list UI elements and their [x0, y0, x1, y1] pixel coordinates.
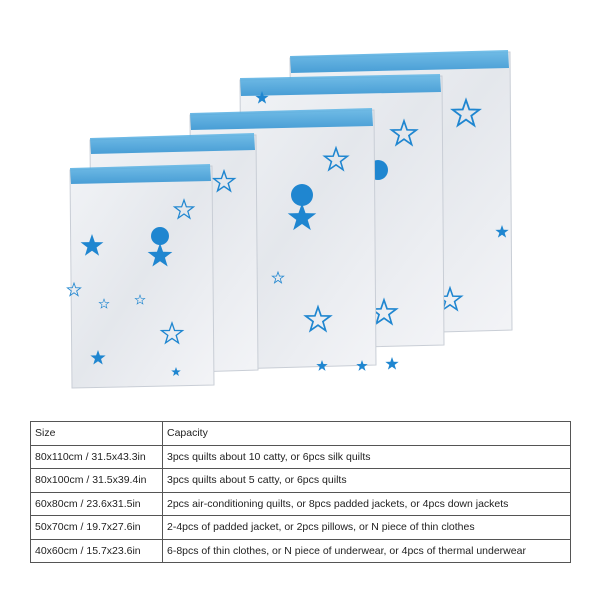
- size-capacity-table: [30, 421, 571, 563]
- table-body: [31, 422, 571, 563]
- capacity-cell: 2pcs air-conditioning quilts, or 8pcs padded jackets, or 4pcs down jackets: [163, 492, 571, 516]
- table-row: [31, 516, 571, 540]
- table-row: [31, 445, 571, 469]
- capacity-cell: 2-4pcs of padded jacket, or 2pcs pillows, or N piece of thin clothes: [163, 516, 571, 540]
- capacity-cell: 6-8pcs of thin clothes, or N piece of underwear, or 4pcs of thermal underwear: [163, 539, 571, 563]
- size-cell: 50x70cm / 19.7x27.6in: [31, 516, 163, 540]
- vacuum-bag-40x60: [67, 164, 214, 388]
- capacity-header: Capacity: [163, 422, 571, 446]
- table-row: [31, 539, 571, 563]
- table-row: [31, 469, 571, 493]
- capacity-cell: 3pcs quilts about 10 catty, or 6pcs silk quilts: [163, 445, 571, 469]
- size-cell: 80x100cm / 31.5x39.4in: [31, 469, 163, 493]
- size-header: Size: [31, 422, 163, 446]
- size-cell: 80x110cm / 31.5x43.3in: [31, 445, 163, 469]
- size-cell: 60x80cm / 23.6x31.5in: [31, 492, 163, 516]
- table-row: [31, 492, 571, 516]
- capacity-cell: 3pcs quilts about 5 catty, or 6pcs quilts: [163, 469, 571, 493]
- table-header-row: [31, 422, 571, 446]
- size-cell: 40x60cm / 15.7x23.6in: [31, 539, 163, 563]
